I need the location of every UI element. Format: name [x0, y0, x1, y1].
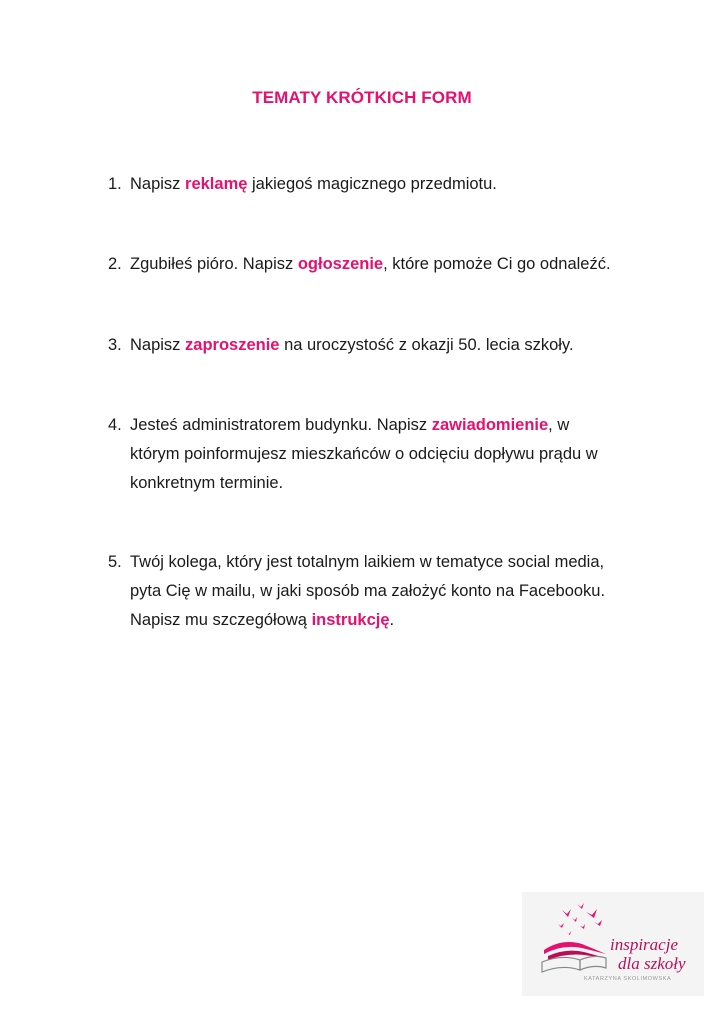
task-item-5	[108, 548, 608, 635]
logo-line-1: inspiracje	[610, 935, 678, 954]
task-keyword: zawiadomienie	[431, 416, 549, 434]
task-text: Zgubiłeś pióro. Napisz ogłoszenie, które pomoże Ci go odnaleźć.	[130, 255, 611, 273]
task-keyword: zaproszenie	[185, 336, 280, 354]
task-text: Jesteś administratorem budynku. Napisz zawiadomienie, w którym poinformujesz mieszkańców o odcięciu dopływu prądu w konkretnym terminie.	[130, 416, 598, 492]
task-number: 1.	[108, 175, 122, 193]
task-keyword: reklamę	[185, 175, 248, 193]
task-item-4	[108, 411, 608, 498]
task-text: Napisz zaproszenie na uroczystość z okazji 50. lecia szkoły.	[130, 336, 574, 354]
task-number: 5.	[108, 553, 122, 571]
task-keyword: instrukcję	[311, 611, 390, 629]
task-keyword: ogłoszenie	[297, 255, 384, 273]
logo-line-2: dla szkoły	[618, 954, 686, 973]
task-item-3	[108, 331, 648, 360]
task-text: Twój kolega, który jest totalnym laikiem w tematyce social media, pyta Cię w mailu, w jaki sposób ma założyć konto na Facebooku. Napisz mu szczegółową instrukcję.	[130, 553, 606, 629]
task-number: 3.	[108, 336, 122, 354]
task-item-1	[108, 170, 648, 199]
task-number: 2.	[108, 255, 122, 273]
book-birds-icon	[522, 892, 704, 996]
task-number: 4.	[108, 416, 122, 434]
logo-author: KATARZYNA SKOLIMOWSKA	[584, 976, 672, 982]
task-text: Napisz reklamę jakiegoś magicznego przedmiotu.	[130, 175, 497, 193]
page-title: TEMATY KRÓTKICH FORM	[252, 88, 472, 107]
brand-logo	[522, 892, 704, 996]
task-item-2	[108, 250, 648, 279]
